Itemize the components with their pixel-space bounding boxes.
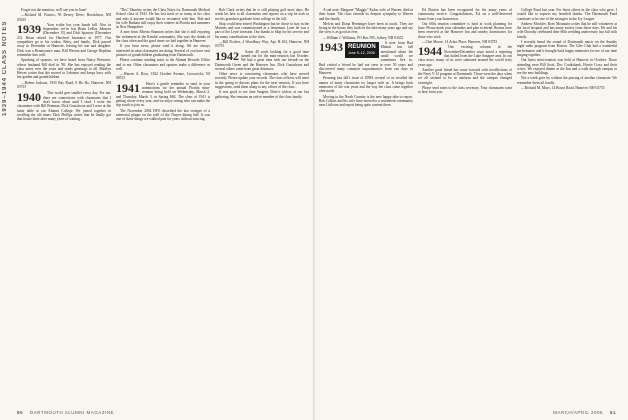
class-note: College Fund last year. For those others in the class who gave, I would like to express my heartfelt thanks. The Dartmouth Fund continues to be one of the strongest in the Ivy League. [517, 8, 617, 21]
class-note: Your scribe has your hands full. Also in September, we've lost Brian LeRoy Johnson (December 15) and Dick Sparrow (December 23). Brian retired for Hartford Insurance in 1977. Our sympathies go to his widow, Betty, and family. Dick passed away in December at Hanover, leaving his son and daughter. Dick was a Renaissance man, Bill Weston and George Hopkins remember him well. [17, 22, 111, 57]
column-4 [319, 8, 413, 403]
reunion-dates: June 9–12, 2005 [348, 51, 375, 56]
class-note: A sad note: Margaret "Maggie" Kuhn, wife of Warren, died at their home. The class extends its deepest sympathy to Warren and the family. [319, 8, 413, 21]
reunion-badge [345, 42, 379, 58]
class-note: Please send notes to the class secretary. Your classmates want to hear from you. [418, 86, 512, 95]
class-note: Here's a gentle reminder to send in your nominations for the annual Florida mini-reunion being held on Wednesday, March 2, and Thursday, March 3, in Spring Hill. The class of 1941 is getting closer every year, and we enjoy seeing who can make the trip south to join us. [116, 81, 210, 108]
column-2 [116, 8, 210, 403]
intro-text: Forget not the mention, we'll see you in June! [21, 8, 87, 12]
class-note: Bob Clark writes that he is still playing golf most days. He sends his best to all classmates and reports on a trip he took to see his grandson graduate from college in the fall. [215, 8, 309, 21]
footer-right [553, 410, 616, 415]
class-note: "Doc" Dunsley writes the Class Notes for Dartmouth Medical School class of 1943. He has lost track of so many in his class and asks if anyone would like to reconnect with him. Bob and his wife Barbara still enjoy their winters in Florida and summers in New Hampshire. [116, 8, 210, 30]
class-note: Another good friend has come forward with recollections of the Navy V-12 program at Dartmouth. Those were the days when we all seemed to be in uniform and the campus changed overnight. [418, 67, 512, 85]
class-note: Perusing last fall's issue of DNH, several of us recalled the names of many classmates no longer with us. It brings back memories of the war years and the way the class came together afterwards. [319, 76, 413, 94]
reunion-label: REUNION [348, 44, 376, 51]
class-note: A note from Alberta Shannon writes that she is still enjoying her retirement at the Kendal community. She says she thinks of the class often and the good times we had together in Hanover. [116, 30, 210, 44]
class-note: A note from Bud Makuri last fall mentioned about the small world we sometimes live in. Bud visited a friend he had not seen in over 50 years and discovered many common acquaintances from our days in Hanover. [319, 41, 413, 76]
year-heading: 1942 [215, 48, 239, 63]
year-heading: 1939 [17, 21, 41, 36]
footer-left [17, 410, 114, 415]
class-1944 [418, 45, 512, 94]
class-signature: —William J. Williams, PO Box 595, Jaffrey, NH 03452 [323, 35, 404, 40]
class-note: Other news is concerning classmates who have moved recently. Please update your records. The class officers will meet in the spring to discuss plans for the next reunion. If you have suggestions, send them along to any officer of the class. [215, 72, 309, 90]
publication-name: DARTMOUTH ALUMNI MAGAZINE [30, 410, 114, 415]
section-label: 1939–1944 CLASS NOTES [2, 20, 8, 116]
class-1941 [116, 82, 210, 122]
class-1943 [319, 41, 413, 107]
class-signature: —Chet Moore, 14 Arbor Place, Hanover, NH 03755 [422, 40, 498, 45]
class-note: I recently heard the sound of Dartmouth music on the Sunday night radio program from Boston. The Glee Club had a wonderful performance and it brought back happy memories for me of our time singing together. [517, 40, 617, 57]
intro-signature: —Richard M. Francis, 95 Dewey Drive, Brooklawn, NH 03355 [17, 13, 111, 22]
class-note: Our latest mini-reunion was held at Hanover in October. Those attending were Bill Scott, Doc Cruikshank, Howie Cross and their wives. We enjoyed dinner at the Inn and a walk through campus to see the new buildings. [517, 58, 617, 76]
class-note: It was good to see Jane Sargent, Dave's widow, at our last gathering. She remains an active member of the class family. [215, 90, 309, 99]
class-note: Some 40 souls looking for a good time turned out for the mini-reunion last October. We had a great time with our friends on the Dartmouth Green and the Hanover Inn. Dick Gustafsson and several others came from great distances. [215, 49, 309, 71]
class-signature: —Warren A. Ross, 1822 October Avenue, Crosswicks, NJ 08515 [116, 72, 210, 81]
class-note: Skip could hear reared Washington but he chose to stay in the Marines and was commissioned as a lieutenant. Later he was a part of the Leyte invasion. Our thanks to Skip for his service and his many contributions to the class. [215, 21, 309, 39]
class-note: This world gets smaller every day. For me, there are connections with classmates that I don't know about until I read. I write the classmates with Bill Brennan. Dick Gustafsson and I were at the same table at our Alumni College. We joined together in recalling the old times. Dick Phillips writes that he finally got that house done after many years of waiting. [17, 91, 111, 122]
year-heading: 1943 [319, 40, 343, 55]
class-note: One exciting column in the November/December issue noted a reporting that hailed from the Lake Sunapee area. In our class news, many of us were stationed around the world sixty years ago. [418, 45, 512, 67]
year-heading: 1944 [418, 44, 442, 59]
class-1939 [17, 23, 111, 89]
page-gutter [313, 0, 315, 420]
class-note: The November 2004 DFO described the last vestiges of a memorial plaque on the wall of the Thayer dining hall. It was one of those things we walked past for years without noticing. [116, 108, 210, 122]
class-note: Not a week goes by without the passing of another classmate. We remember them all fondly. [517, 76, 617, 85]
page-number-left: 60 [17, 410, 24, 415]
column-3 [215, 8, 309, 403]
year-heading: 1941 [116, 80, 140, 95]
class-signature: —Bill Fischer, 4 Woodbury Way, Apt. B-104, Hanover, NH 03755 [215, 40, 309, 49]
page-number-right: 61 [609, 410, 616, 415]
class-note: Andrew Mockler, Roes Mountain writes that he still volunteers at the local hospital and has many stories from those days. He and his wife Dorothy celebrated their 60th wedding anniversary last fall with family. [517, 21, 617, 39]
class-1940 [17, 91, 111, 121]
class-signature: —Richard M. Mays, 14 Rouse Road, Hanover, NH 03755 [521, 86, 605, 91]
year-heading: 1940 [17, 90, 41, 105]
issue-date: MARCH/APRIL 2005 [553, 410, 603, 415]
column-6 [517, 8, 617, 403]
column-1 [17, 8, 111, 403]
column-5 [418, 8, 512, 403]
class-1942 [215, 50, 309, 99]
class-note: Please continue sending notes to the Alumni Records Office and to me. Other classmates and spouses make a difference as well. [116, 58, 210, 71]
class-note: If you have news, please send it along. We are always interested in what classmates are doing. Several of you have sent pictures of grandchildren graduating from Dartmouth. [116, 44, 210, 57]
class-signature: —Robert Jackson, 1935 Bay Road, 9 Ho Ho, Hanover, NH 03755 [17, 80, 111, 90]
class-note: Speaking of spouses, we have heard from Nancy Brewster, whose husband Bill died in '98. She has enjoyed reading the class notes over the years and sends greetings to all. Marilyn Hewes writes that she moved to Lebanon and keeps busy with her garden and grandchildren. [17, 58, 111, 80]
class-note: Our 60th reunion committee is hard at work planning for June. Please mark your calendars and plan to attend. Rooms have been reserved at the Hanover Inn and nearby dormitories for those who wish. [418, 21, 512, 39]
class-note: Ed Boston has been recognized for his many years of community service. Congratulations, Ed, on a well-deserved honor from your hometown. [418, 8, 512, 21]
class-note: Moving to the North Country is the new happy take to report. Bob Collins and his wife have moved to a retirement community near Littleton and report being quite content there. [319, 94, 413, 108]
class-note: Melvin and Diana Henninger have been in touch. They are living in the house they built on the lake many years ago and say the view is as good as ever. [319, 21, 413, 35]
